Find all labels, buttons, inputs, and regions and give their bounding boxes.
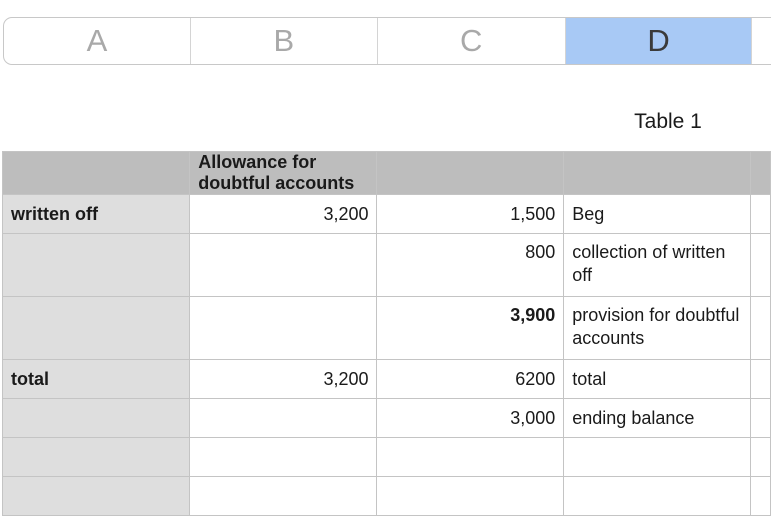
cell-e1[interactable] [751,152,771,195]
cell-b8[interactable] [190,477,377,516]
cell-d1[interactable] [564,152,751,195]
spreadsheet-table [2,151,771,516]
cell-d6[interactable]: ending balance [564,399,751,438]
column-header-e[interactable] [752,18,771,64]
table-row [3,195,771,234]
cell-c5[interactable]: 6200 [377,360,564,399]
header-row [3,152,771,195]
cell-a4[interactable] [3,297,190,360]
cell-a8[interactable] [3,477,190,516]
cell-c4[interactable]: 3,900 [377,297,564,360]
table-row [3,477,771,516]
cell-c6[interactable]: 3,000 [377,399,564,438]
cell-a2[interactable]: written off [3,195,190,234]
cell-b3[interactable] [190,234,377,297]
table-row [3,297,771,360]
cell-e7[interactable] [751,438,771,477]
cell-e8[interactable] [751,477,771,516]
cell-d4[interactable]: provision for doubtful accounts [564,297,751,360]
table-row [3,438,771,477]
column-header-d[interactable]: D [566,18,753,64]
cell-d8[interactable] [564,477,751,516]
cell-a7[interactable] [3,438,190,477]
cell-a5[interactable]: total [3,360,190,399]
cell-c3[interactable]: 800 [377,234,564,297]
cell-b6[interactable] [190,399,377,438]
cell-b1[interactable]: Allowance for doubtful accounts [190,152,377,195]
column-header-c[interactable]: C [378,18,566,64]
cell-b5[interactable]: 3,200 [190,360,377,399]
column-header-b[interactable]: B [191,18,378,64]
cell-e4[interactable] [751,297,771,360]
cell-d5[interactable]: total [564,360,751,399]
table-title[interactable]: Table 1 [634,110,702,133]
table-row [3,399,771,438]
cell-b7[interactable] [190,438,377,477]
table-row [3,234,771,297]
cell-a6[interactable] [3,399,190,438]
column-header-bar [3,17,771,65]
cell-c2[interactable]: 1,500 [377,195,564,234]
cell-d2[interactable]: Beg [564,195,751,234]
cell-a3[interactable] [3,234,190,297]
cell-d3[interactable]: collection of written off [564,234,751,297]
column-header-a[interactable]: A [4,18,191,64]
cell-e5[interactable] [751,360,771,399]
cell-c8[interactable] [377,477,564,516]
cell-b4[interactable] [190,297,377,360]
table-row [3,360,771,399]
cell-b2[interactable]: 3,200 [190,195,377,234]
cell-e6[interactable] [751,399,771,438]
cell-e3[interactable] [751,234,771,297]
cell-a1[interactable] [3,152,190,195]
cell-e2[interactable] [751,195,771,234]
cell-c7[interactable] [377,438,564,477]
cell-d7[interactable] [564,438,751,477]
cell-c1[interactable] [377,152,564,195]
